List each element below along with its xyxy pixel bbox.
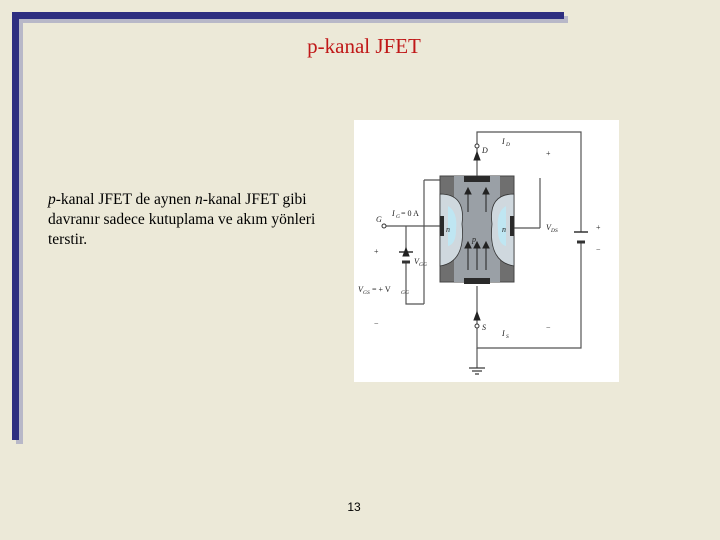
label-vgg-sub: GG bbox=[419, 262, 427, 268]
label-minus-bottom: − bbox=[546, 323, 551, 332]
label-n-right: n bbox=[502, 225, 506, 234]
gate-terminal bbox=[382, 224, 386, 228]
ground-symbol bbox=[469, 368, 485, 374]
label-vds-sub: DS bbox=[551, 228, 558, 234]
body-text-p: p bbox=[48, 191, 56, 208]
jfet-circuit-diagram bbox=[354, 120, 619, 382]
jfet-circuit-figure bbox=[354, 120, 619, 382]
body-text-part1: -kanal JFET de aynen bbox=[55, 191, 195, 208]
label-plus-vds: + bbox=[596, 223, 601, 232]
label-ig-eq: = 0 A bbox=[401, 209, 419, 218]
body-text-n: n bbox=[194, 191, 203, 208]
label-vgs-eq-sub: GS bbox=[363, 290, 370, 296]
label-is: I bbox=[502, 329, 505, 338]
slide-title: p-kanal JFET bbox=[307, 34, 421, 58]
label-ig: I bbox=[392, 209, 395, 218]
label-drain: D bbox=[482, 146, 488, 155]
label-id: I bbox=[502, 137, 505, 146]
label-id-sub: D bbox=[506, 142, 510, 148]
label-minus-vds: − bbox=[596, 245, 601, 254]
label-gate: G bbox=[376, 215, 382, 224]
drain-terminal bbox=[475, 144, 479, 148]
label-vgs-eq-sub2: GG bbox=[401, 290, 409, 296]
label-plus-gate: + bbox=[374, 247, 379, 256]
label-minus-gate: − bbox=[374, 319, 379, 328]
label-plus-top: + bbox=[546, 149, 551, 158]
source-terminal bbox=[475, 324, 479, 328]
label-source: S bbox=[482, 323, 486, 332]
frame-top-bar bbox=[12, 12, 564, 19]
label-ig-sub: G bbox=[396, 214, 400, 220]
label-vgs-eq-mid: = + V bbox=[372, 285, 391, 294]
body-text-part2: -kanal JFET gibi davranır sadece kutuplama ve akım yönleri terstir. bbox=[48, 191, 316, 248]
label-vds: V bbox=[546, 223, 551, 232]
label-vgs-eq: V bbox=[358, 285, 363, 294]
label-is-sub: S bbox=[506, 334, 509, 340]
label-p-region: p bbox=[472, 235, 476, 244]
slide-body-text bbox=[48, 190, 328, 250]
frame-left-bar bbox=[12, 12, 19, 440]
label-vgg: V bbox=[414, 257, 419, 266]
label-n-left: n bbox=[446, 225, 450, 234]
page-number: 13 bbox=[347, 500, 361, 514]
vds-battery-symbol bbox=[574, 232, 588, 242]
